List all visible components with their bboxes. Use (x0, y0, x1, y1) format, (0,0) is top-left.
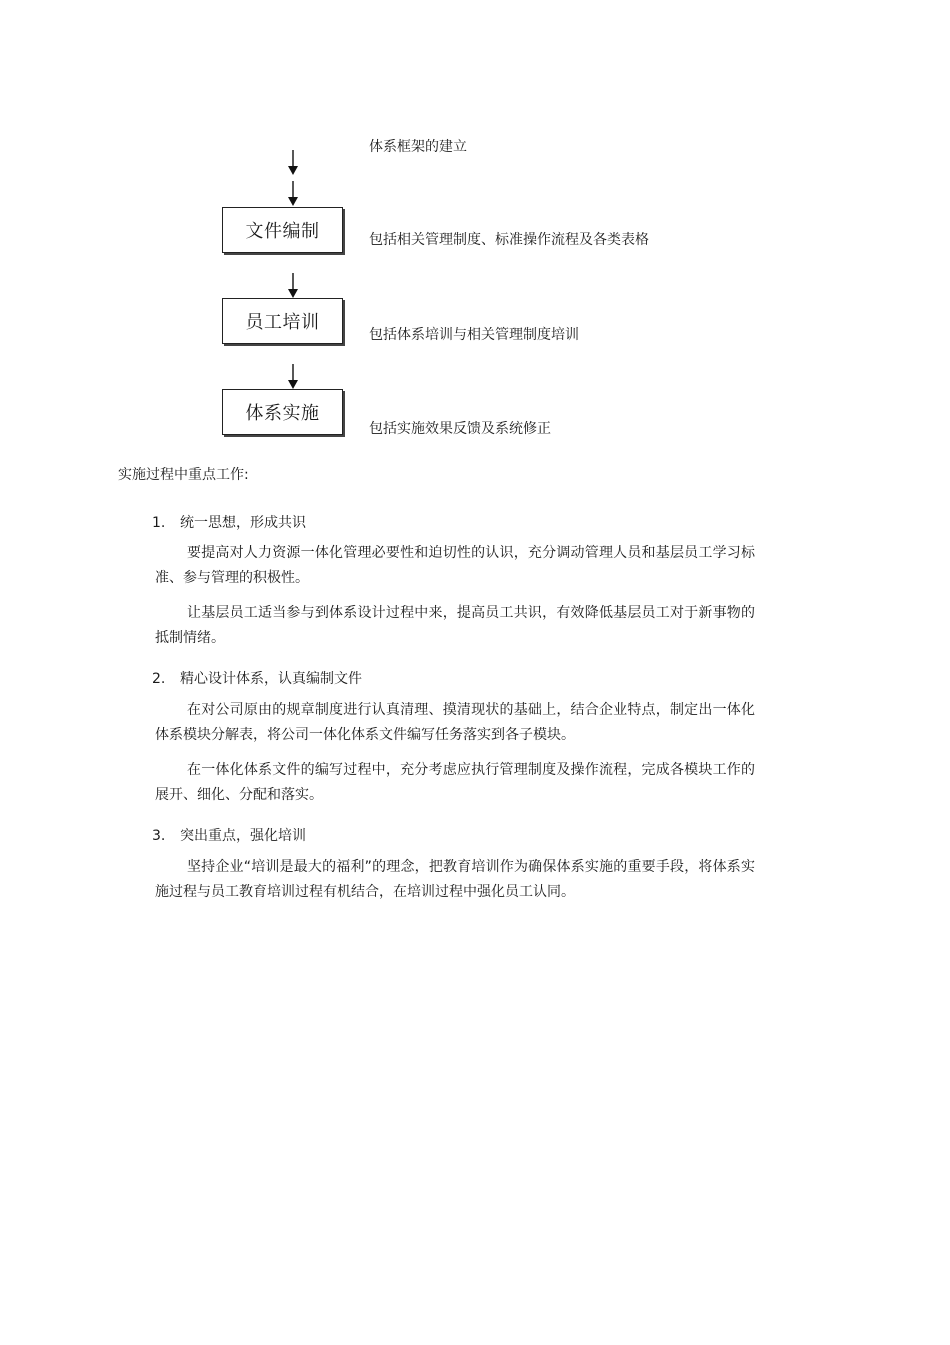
list-item-number: 3. (152, 828, 166, 844)
flow-step-note: 包括实施效果反馈及系统修正 (369, 421, 551, 437)
paragraph: 要提高对人力资源一体化管理必要性和迫切性的认识，充分调动管理人员和基层员工学习标准、参与管理的积极性。 (155, 545, 755, 586)
paragraph: 让基层员工适当参与到体系设计过程中来，提高员工共识，有效降低基层员工对于新事物的抵制情绪。 (155, 605, 755, 646)
flow-step-note: 包括体系培训与相关管理制度培训 (369, 327, 579, 343)
list-item-number: 1. (152, 515, 166, 531)
list-item-title-text: 精心设计体系，认真编制文件 (180, 671, 362, 687)
arrow-down-icon (286, 150, 300, 176)
paragraph: 在对公司原由的规章制度进行认真清理、摸清现状的基础上，结合企业特点，制定出一体化体系模块分解表，将公司一体化体系文件编写任务落实到各子模块。 (155, 702, 755, 743)
flow-top-note: 体系框架的建立 (369, 139, 467, 155)
section-heading: 实施过程中重点工作: (118, 467, 249, 483)
list-item-number: 2. (152, 671, 166, 687)
arrow-down-icon (286, 181, 300, 207)
list-item-title-text: 突出重点，强化培训 (180, 828, 306, 844)
paragraph: 坚持企业“培训是最大的福利”的理念，把教育培训作为确保体系实施的重要手段，将体系实施过程与员工教育培训过程有机结合，在培训过程中强化员工认同。 (155, 859, 755, 900)
flow-step-label: 员工培训 (245, 312, 320, 333)
flow-step-staff-training (222, 298, 343, 344)
list-item-title (152, 827, 306, 845)
flow-step-label: 体系实施 (245, 403, 320, 424)
flow-step-document-preparation (222, 207, 343, 253)
list-item-title (152, 670, 362, 688)
paragraph: 在一体化体系文件的编写过程中，充分考虑应执行管理制度及操作流程，完成各模块工作的展开、细化、分配和落实。 (155, 762, 755, 803)
arrow-down-icon (286, 273, 300, 299)
flow-step-label: 文件编制 (245, 221, 320, 242)
list-item-title-text: 统一思想，形成共识 (180, 515, 306, 531)
list-item-title (152, 514, 306, 532)
flow-step-note: 包括相关管理制度、标准操作流程及各类表格 (369, 232, 649, 248)
arrow-down-icon (286, 364, 300, 390)
flow-step-system-implementation (222, 389, 343, 435)
